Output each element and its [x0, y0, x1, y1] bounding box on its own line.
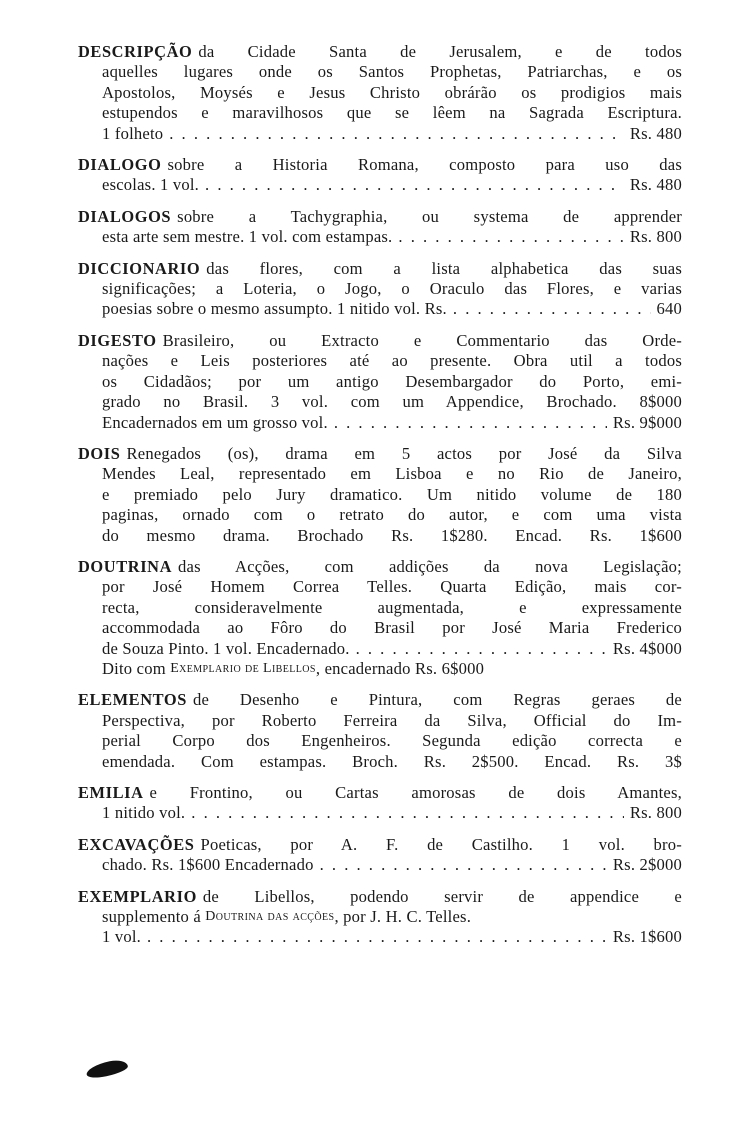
catalogue-entry	[78, 155, 682, 196]
entry-text-line	[78, 752, 682, 772]
entry-first-line	[78, 887, 682, 907]
leader-dots	[398, 227, 623, 247]
entry-text: de Desenho e Pintura, com Regras geraes de	[192, 690, 682, 710]
entry-text: os Cidadãos; por um antigo Desembargador do Porto, emi-	[102, 371, 682, 391]
leader-dots	[169, 124, 624, 144]
ink-blot	[85, 1058, 129, 1080]
entry-text: das Acções, com addições da nova Legislação;	[178, 556, 682, 576]
entry-price-line	[78, 855, 682, 875]
entry-keyword: DESCRIPÇÃO	[78, 42, 193, 61]
entry-first-line	[78, 690, 682, 710]
entry-last-text: escolas. 1 vol.	[102, 175, 200, 195]
leader-dots	[453, 299, 651, 319]
catalogue-entry	[78, 444, 682, 546]
entry-sc-prefix: supplemento á	[102, 907, 201, 927]
entry-first-line	[78, 444, 682, 464]
catalogue-entry	[78, 42, 682, 144]
entry-text-line	[78, 83, 682, 103]
entry-keyword: EXCAVAÇÕES	[78, 834, 195, 854]
catalogue-entry	[78, 690, 682, 772]
entry-text: Perspectiva, por Roberto Ferreira da Silva, Official do Im-	[102, 710, 682, 730]
entry-text: e premiado pelo Jury dramatico. Um nitido volume de 180	[102, 484, 682, 504]
entry-text-line	[78, 907, 682, 927]
entry-text-line	[78, 103, 682, 123]
entry-first-line	[78, 259, 682, 279]
entry-price-line	[78, 639, 682, 659]
entry-price: 640	[656, 299, 682, 319]
entry-keyword: EMILIA	[78, 783, 144, 802]
entry-text-line	[78, 731, 682, 751]
entry-keyword: EXEMPLARIO	[78, 886, 197, 906]
entry-text-line	[78, 485, 682, 505]
entry-text-line	[78, 392, 682, 412]
entry-text: Brasileiro, ou Extracto e Commentario das Orde-	[162, 330, 682, 350]
leader-dots	[191, 803, 624, 823]
entry-text: do mesmo drama. Brochado Rs. 1$280. Encad. Rs. 1$600	[102, 525, 682, 545]
entry-text: sobre a Historia Romana, composto para uso das	[167, 155, 682, 175]
entry-keyword: DICCIONARIO	[78, 258, 201, 278]
entry-first-line	[78, 207, 682, 227]
entry-text: Mendes Leal, representado em Lisboa e no Rio de Janeiro,	[102, 464, 682, 484]
entry-first-line	[78, 783, 682, 803]
entry-extra-line	[78, 659, 682, 679]
entry-first-line	[78, 835, 682, 855]
entry-text: paginas, ornado com o retrato do autor, e com uma vista	[102, 505, 682, 525]
entry-last-text: poesias sobre o mesmo assumpto. 1 nitido vol. Rs.	[102, 299, 447, 319]
entry-keyword: ELEMENTOS	[78, 690, 187, 710]
catalogue-entry	[78, 557, 682, 679]
entry-price: Rs. 800	[629, 227, 682, 247]
entry-price-line	[78, 227, 682, 247]
catalogue-entry	[78, 207, 682, 248]
entry-text: estupendos e maravilhosos que se lêem na Sagrada Escriptura.	[102, 103, 682, 123]
entry-text-line	[78, 372, 682, 392]
entry-price: Rs. 1$600	[612, 927, 682, 947]
catalogue-entry	[78, 835, 682, 876]
leader-dots	[320, 855, 607, 875]
entry-keyword: DIALOGOS	[78, 206, 172, 226]
entry-last-text: chado. Rs. 1$600 Encadernado	[102, 855, 314, 875]
leader-dots	[356, 639, 607, 659]
entry-text: das flores, com a lista alphabetica das suas	[206, 258, 682, 278]
entry-text: por José Homem Correa Telles. Quarta Edição, mais cor-	[102, 577, 682, 597]
entry-text-line	[78, 62, 682, 82]
entry-text: grado no Brasil. 3 vol. com um Appendice, Brochado. 8$000	[102, 392, 682, 412]
entry-price-line	[78, 175, 682, 195]
entry-text: Renegados (os), drama em 5 actos por José da Silva	[126, 443, 682, 463]
entry-extra-smallcaps: Exemplario de Libellos	[170, 660, 316, 676]
entry-text: perial Corpo dos Engenheiros. Segunda edição correcta e	[102, 731, 682, 751]
entry-price-line	[78, 299, 682, 319]
entry-keyword: DOIS	[78, 443, 121, 463]
entry-price-line	[78, 803, 682, 823]
entry-text: da Cidade Santa de Jerusalem, e de todos	[198, 42, 682, 61]
entry-last-text: 1 folheto	[102, 123, 164, 143]
entry-text: e Frontino, ou Cartas amorosas de dois Amantes,	[149, 783, 682, 802]
catalogue-page	[78, 42, 682, 959]
entry-text: recta, consideravelmente augmentada, e expressamente	[102, 597, 682, 617]
entry-text: de Libellos, podendo servir de appendice e	[202, 886, 682, 906]
entry-text-line	[78, 526, 682, 546]
entry-text-line	[78, 618, 682, 638]
entry-text: Apostolos, Moysés e Jesus Christo obrárão os prodigios mais	[102, 82, 682, 102]
entry-keyword: DIGESTO	[78, 330, 157, 350]
entry-text-line	[78, 505, 682, 525]
entry-last-text: esta arte sem mestre. 1 vol. com estampas.	[102, 227, 393, 247]
entry-text-line	[78, 598, 682, 618]
catalogue-entry	[78, 887, 682, 948]
leader-dots	[205, 175, 624, 195]
entry-text-line	[78, 464, 682, 484]
entry-last-text: 1 vol.	[102, 927, 141, 947]
entry-extra-suffix: , encadernado Rs. 6$000	[315, 658, 485, 678]
entry-price: Rs. 2$000	[612, 855, 682, 875]
entry-last-text: 1 nitido vol.	[102, 803, 186, 823]
entry-last-text: Encadernados em um grosso vol.	[102, 412, 328, 432]
entry-text-line	[78, 351, 682, 371]
entry-text: nações e Leis posteriores até ao presente. Obra util a todos	[102, 351, 682, 371]
entry-keyword: DOUTRINA	[78, 556, 173, 576]
entry-first-line	[78, 42, 682, 62]
entry-price: Rs. 4$000	[612, 638, 682, 658]
entry-price: Rs. 480	[629, 175, 682, 195]
entry-price: Rs. 9$000	[612, 412, 682, 432]
entry-price-line	[78, 413, 682, 433]
entry-text: Poeticas, por A. F. de Castilho. 1 vol. bro-	[200, 834, 682, 854]
entry-price-line	[78, 927, 682, 947]
entry-text: sobre a Tachygraphia, ou systema de apprender	[177, 206, 682, 226]
entry-text-line	[78, 711, 682, 731]
entry-first-line	[78, 557, 682, 577]
entry-last-text: de Souza Pinto. 1 vol. Encadernado.	[102, 638, 350, 658]
leader-dots	[334, 413, 607, 433]
catalogue-entry	[78, 259, 682, 320]
entry-sc-suffix: , por J. H. C. Telles.	[334, 907, 472, 927]
entry-text-line	[78, 577, 682, 597]
entry-smallcaps: Doutrina das acções	[205, 909, 335, 925]
entry-extra-prefix: Dito com	[102, 658, 166, 678]
leader-dots	[147, 927, 607, 947]
entry-text: accommodada ao Fôro do Brasil por José Maria Frederico	[102, 618, 682, 638]
entry-first-line	[78, 331, 682, 351]
entry-text: significações; a Loteria, o Jogo, o Oraculo das Flores, e varias	[102, 279, 682, 299]
entry-text: aquelles lugares onde os Santos Prophetas, Patriarchas, e os	[102, 62, 682, 82]
entry-text-line	[78, 279, 682, 299]
entry-price: Rs. 800	[629, 803, 682, 823]
entry-first-line	[78, 155, 682, 175]
entry-text: emendada. Com estampas. Broch. Rs. 2$500. Encad. Rs. 3$	[102, 751, 682, 771]
entry-price-line	[78, 124, 682, 144]
catalogue-entry	[78, 331, 682, 433]
entry-price: Rs. 480	[629, 123, 682, 143]
catalogue-entry	[78, 783, 682, 824]
entry-keyword: DIALOGO	[78, 155, 162, 175]
